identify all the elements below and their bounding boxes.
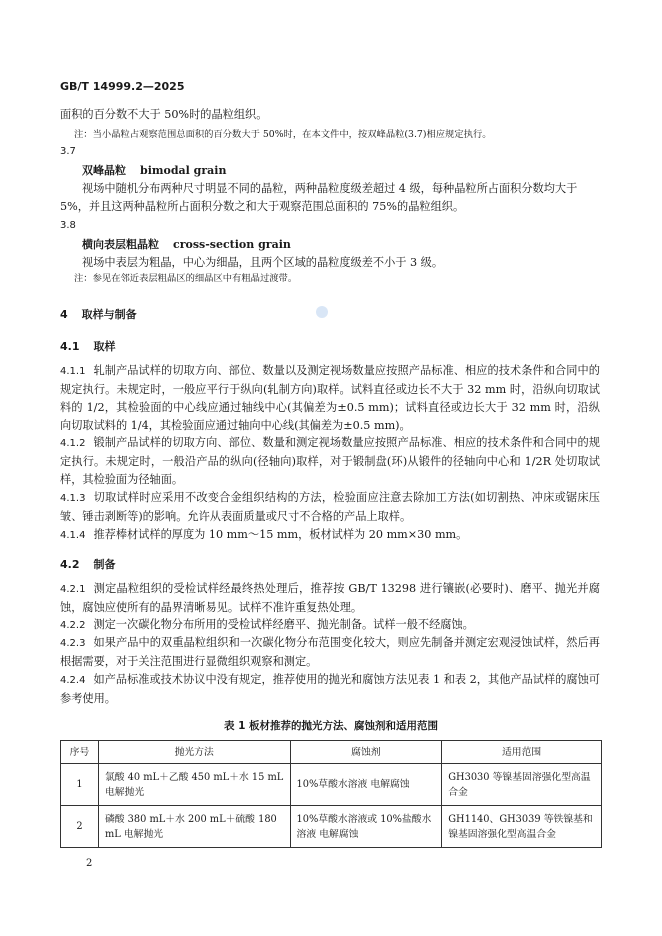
standard-number: GB/T 14999.2—2025 [60, 80, 185, 93]
clause-4-2-1: 4.2.1 测定晶粒组织的受检试样经最终热处理后，推荐按 GB/T 13298 进行镶嵌(必要时)、磨平、抛光并腐蚀，腐蚀应使所有的晶界清晰易见。试样不准许重复热处理。 [60, 582, 600, 614]
clause-4-1-2: 4.1.2 锻制产品试样的切取方向、部位、数量和测定视场数量应按照产品标准、相应的技术条件和合同中的规定执行。未规定时，一般沿产品的纵向(径轴向)取样，对于锻制盘(环)从锻件的径轴向中心和 1/2R 处切取试样，其检验面为径轴面。 [60, 436, 600, 486]
header-cell: 抛光方法 [98, 741, 290, 764]
header-cell: 序号 [61, 741, 99, 764]
page-number: 2 [86, 858, 93, 869]
term-3-8-en: cross-section grain [173, 238, 291, 251]
table-row [61, 764, 602, 806]
section-4-2-heading: 4.2 制备 [60, 558, 116, 571]
clause-4-1-3: 4.1.3 切取试样时应采用不改变合金组织结构的方法，检验面应注意去除加工方法(如切割热、冲床或锯床压皱、锤击剥断等)的影响。允许从表面质量或尺寸不合格的产品上取样。 [60, 491, 600, 523]
table-cell: 氯酸 40 mL＋乙酸 450 mL＋水 15 mL 电解抛光 [98, 764, 290, 806]
intro-line: 面积的百分数不大于 50%时的晶粒组织。 [60, 108, 268, 121]
term-3-7-heading [82, 162, 226, 178]
clause-4-1-1: 4.1.1 轧制产品试样的切取方向、部位、数量以及测定视场数量应按照产品标准、相应的技术条件和合同中的规定执行。未规定时，一般应平行于纵向(轧制方向)取样。试料直径或边长不大于 32 mm 时，沿纵向切取试料的 1/2，其检验面的中心线应通过轴线中心(其偏差为±0.5 mm)；试料直径或边长大于 32 mm 时，沿纵向切取试料的 1/4，其检验面应通过轴向中心线(其偏差为±0.5 mm)。 [60, 364, 600, 432]
table-cell: 1 [61, 764, 99, 806]
term-number-3-8: 3.8 [60, 220, 76, 231]
table-cell: 10%草酸水溶液 电解腐蚀 [290, 764, 442, 806]
watermark-logo [316, 306, 328, 318]
table-1 [60, 740, 602, 848]
note-3-8: 注：参见在邻近表层粗晶区的细晶区中有粗晶过渡带。 [74, 273, 298, 284]
section-4-heading: 4 取样与制备 [60, 308, 137, 321]
term-3-8-definition: 视场中表层为粗晶，中心为细晶，且两个区域的晶粒度级差不小于 3 级。 [82, 256, 444, 269]
term-3-8-cn: 横向表层粗晶粒 [82, 238, 159, 251]
term-number-3-7: 3.7 [60, 146, 76, 157]
clause-4-2-3: 4.2.3 如果产品中的双重晶粒组织和一次碳化物分布范围变化较大，则应先制备并测定宏观浸蚀试样，然后再根据需要，对于关注范围进行显微组织观察和测定。 [60, 636, 600, 668]
term-3-7-cn: 双峰晶粒 [82, 164, 126, 177]
table-cell: GH1140、GH3039 等铁镍基和镍基固溶强化型高温合金 [442, 806, 602, 848]
clause-4-2-4: 4.2.4 如产品标准或技术协议中没有规定，推荐使用的抛光和腐蚀方法见表 1 和表 2，其他产品试样的腐蚀可参考使用。 [60, 673, 600, 705]
term-3-7-definition: 视场中随机分布两种尺寸明显不同的晶粒，两种晶粒度级差超过 4 级，每种晶粒所占面积分数均大于 5%，并且这两种晶粒所占面积分数之和大于观察范围总面积的 75%的晶粒组织。 [60, 182, 578, 213]
term-3-7-en: bimodal grain [140, 164, 227, 177]
table-cell: 10%草酸水溶液或 10%盐酸水溶液 电解腐蚀 [290, 806, 442, 848]
clause-4-2-2: 4.2.2 测定一次碳化物分布所用的受检试样经磨平、抛光制备。试样一般不经腐蚀。 [60, 618, 474, 631]
table-cell: 2 [61, 806, 99, 848]
header-cell: 腐蚀剂 [290, 741, 442, 764]
note-3-6: 注：当小晶粒占观察范围总面积的百分数大于 50%时，在本文件中，按双峰晶粒(3.7)相应规定执行。 [74, 129, 492, 140]
table-1-caption: 表 1 板材推荐的抛光方法、腐蚀剂和适用范围 [223, 720, 439, 732]
section-4-1-heading: 4.1 取样 [60, 340, 116, 353]
table-header-row [61, 741, 602, 764]
table-cell: 磷酸 380 mL＋水 200 mL＋硫酸 180 mL 电解抛光 [98, 806, 290, 848]
term-3-8-heading [82, 236, 291, 252]
header-cell: 适用范围 [442, 741, 602, 764]
table-cell: GH3030 等镍基固溶强化型高温合金 [442, 764, 602, 806]
table-row [61, 806, 602, 848]
clause-4-1-4: 4.1.4 推荐棒材试样的厚度为 10 mm～15 mm，板材试样为 20 mm×30 mm。 [60, 528, 468, 541]
